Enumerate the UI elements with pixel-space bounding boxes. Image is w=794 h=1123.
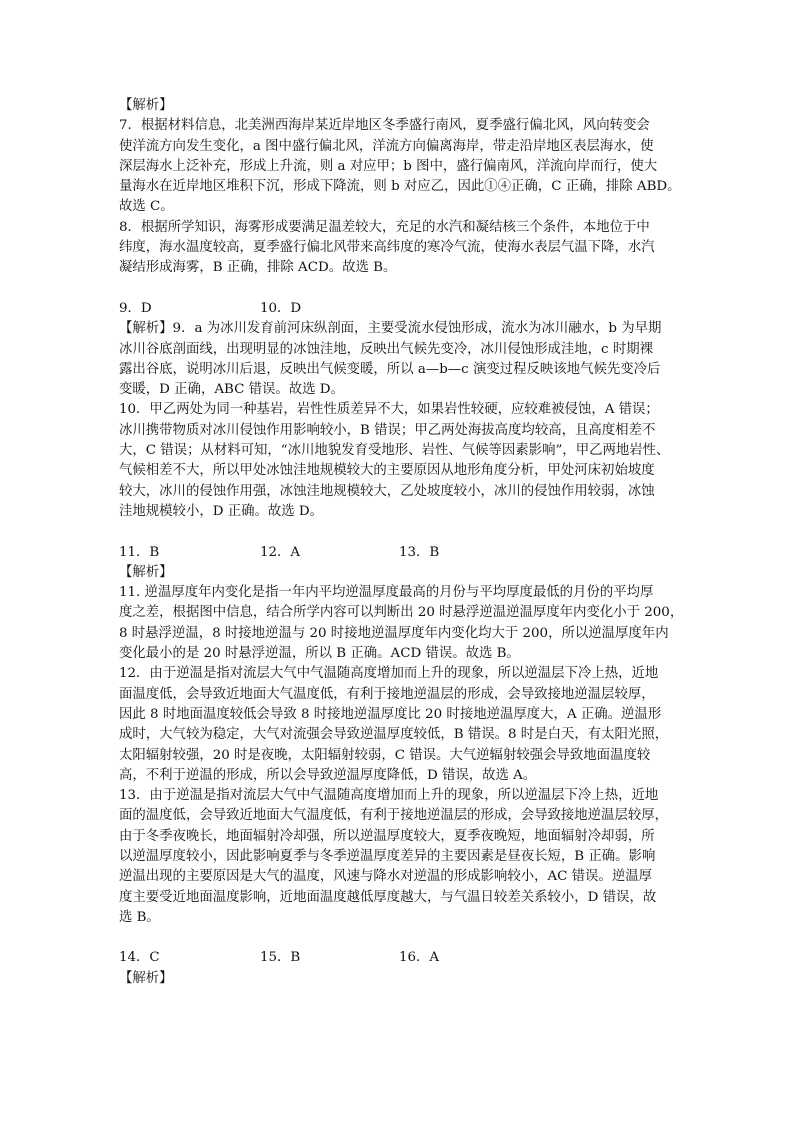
spacer (119, 279, 679, 299)
text-line: 度主要受近地面温度影响，近地面温度越低厚度越大，与气温日较差关系较小，D 错误，故 (119, 889, 657, 905)
q13-explanation (119, 786, 679, 928)
text-line: 凝结形成海雾，B 正确，排除 ACD。故选 B。 (119, 260, 397, 276)
analysis-header: 【解析】 (119, 564, 173, 580)
answer-12: 12．A (260, 544, 301, 560)
answer-13: 13．B (399, 544, 440, 560)
text-line: 气候相差不大，所以甲处冰蚀洼地规模较大的主要原因从地形角度分析，甲处河床初始坡度 (119, 463, 655, 479)
text-line: 使洋流方向发生变化，a 图中盛行偏北风，洋流方向偏离海岸，带走沿岸地区表层海水，使 (119, 138, 654, 154)
analysis-header: 【解析】 (119, 970, 173, 986)
q9-explanation (119, 319, 679, 400)
text-line: 变化最小的是 20 时悬浮逆温，所以 B 正确。ACD 错误。故选 B。 (119, 646, 520, 662)
text-line: 故选 C。 (119, 199, 174, 215)
text-line: 高，不利于逆温的形成，所以会导致逆温厚度降低，D 错误，故选 A。 (119, 767, 537, 783)
text-line: 面温度低，会导致近地面大气温度低，有利于接地逆温层的形成，会导致接地逆温层较厚， (119, 686, 655, 702)
answer-row-14-16 (119, 948, 679, 968)
text-line: 12．由于逆温是指对流层大气中气温随高度增加而上升的现象，所以逆温层下冷上热，近地 (119, 666, 659, 682)
answer-14: 14．C (119, 950, 160, 966)
q12-explanation (119, 664, 679, 786)
text-line: 太阳辐射较强，20 时是夜晚，太阳辐射较弱，C 错误。大气逆辐射较强会导致地面温度较 (119, 747, 651, 763)
text-line: 8．根据所学知识，海雾形成要满足温差较大，充足的水汽和凝结核三个条件，本地位于中 (119, 219, 650, 235)
text-line: 8 时悬浮逆温，8 时接地逆温与 20 时接地逆温厚度年内变化均大于 200，所以逆温厚度年内 (119, 625, 669, 641)
text-line: 大，C 错误；从材料可知，“冰川地貌发育受地形、岩性、气候等因素影响”，甲乙两地岩性、 (119, 443, 670, 459)
text-line: 逆温出现的主要原因是大气的温度，风速与降水对逆温的形成影响较小，AC 错误。逆温厚 (119, 869, 653, 885)
text-line: 纬度，海水温度较高，夏季盛行偏北风带来高纬度的寒冷气流，使海水表层气温下降，水汽 (119, 240, 655, 256)
text-line: 7．根据材料信息，北美洲西海岸某近岸地区冬季盛行南风，夏季盛行偏北风，风向转变会 (119, 118, 650, 134)
text-line: 变暖，D 正确，ABC 错误。故选 D。 (119, 382, 344, 398)
answer-row-11-13 (119, 543, 679, 563)
text-line: 面的温度低，会导致近地面大气温度低，有利于接地逆温层的形成，会导致接地逆温层较厚， (119, 808, 669, 824)
answer-16: 16．A (399, 950, 440, 966)
answer-15: 15．B (260, 950, 301, 966)
text-line: 以逆温厚度较小，因此影响夏季与冬季逆温厚度差异的主要因素是昼夜长短，B 正确。影响 (119, 848, 656, 864)
text-line: 深层海水上泛补充，形成上升流，则 a 对应甲；b 图中，盛行偏南风，洋流向岸而行，使大 (119, 158, 658, 174)
text-line: 10．甲乙两处为同一种基岩，岩性性质差异不大，如果岩性较硬，应较难被侵蚀，A 错误； (119, 402, 659, 418)
text-line: 11. 逆温厚度年内变化是指一年内平均逆温厚度最高的月份与平均厚度最低的月份的平均厚 (119, 585, 654, 601)
q10-explanation (119, 400, 679, 522)
spacer (119, 522, 679, 542)
text-line: 冰川谷底剖面线，出现明显的冰蚀洼地，反映出气候先变冷，冰川侵蚀形成洼地，c 时期裸 (119, 341, 653, 357)
text-line: 因此 8 时地面温度较低会导致 8 时接地逆温厚度比 20 时接地逆温厚度大，A 正确。逆温形 (119, 706, 662, 722)
answer-row-9-10 (119, 299, 679, 319)
text-line: 量海水在近岸地区堆积下沉，形成下降流，则 b 对应乙，因此①④正确，C 正确，排除 ABD。 (119, 179, 681, 195)
text-line: 洼地规模较小，D 正确。故选 D。 (119, 503, 324, 519)
q11-explanation (119, 583, 684, 664)
text-line: 度之差，根据图中信息，结合所学内容可以判断出 20 时悬浮逆温逆温厚度年内变化小于 200， (119, 605, 684, 621)
answer-11: 11．B (119, 544, 160, 560)
text-line: 由于冬季夜晚长，地面辐射冷却强，所以逆温厚度较大，夏季夜晚短，地面辐射冷却弱，所 (119, 828, 655, 844)
text-line: 【解析】9．a 为冰川发育前河床纵剖面，主要受流水侵蚀形成，流水为冰川融水，b 为早期 (119, 321, 662, 337)
text-line: 露出谷底，说明冰川后退，反映出气候变暖，所以 a—b—c 演变过程反映该地气候先变冷后 (119, 361, 661, 377)
spacer (119, 928, 679, 948)
analysis-header: 【解析】 (119, 98, 173, 113)
q8-explanation (119, 218, 679, 279)
text-line: 成时，大气较为稳定，大气对流强会导致逆温厚度较低，B 错误。8 时是白天，有太阳光照， (119, 727, 669, 743)
text-line: 选 B。 (119, 909, 160, 925)
q7-explanation (119, 116, 679, 217)
answer-analysis-page (119, 96, 684, 989)
text-line: 冰川携带物质对冰川侵蚀作用影响较小，B 错误；甲乙两处海拔高度均较高，且高度相差不 (119, 422, 656, 438)
text-line: 13．由于逆温是指对流层大气中气温随高度增加而上升的现象，所以逆温层下冷上热，近地 (119, 788, 659, 804)
answer-10: 10．D (260, 300, 302, 316)
answer-9: 9．D (119, 300, 152, 316)
text-line: 较大，冰川的侵蚀作用强，冰蚀洼地规模较大，乙处坡度较小，冰川的侵蚀作用较弱，冰蚀 (119, 483, 655, 499)
